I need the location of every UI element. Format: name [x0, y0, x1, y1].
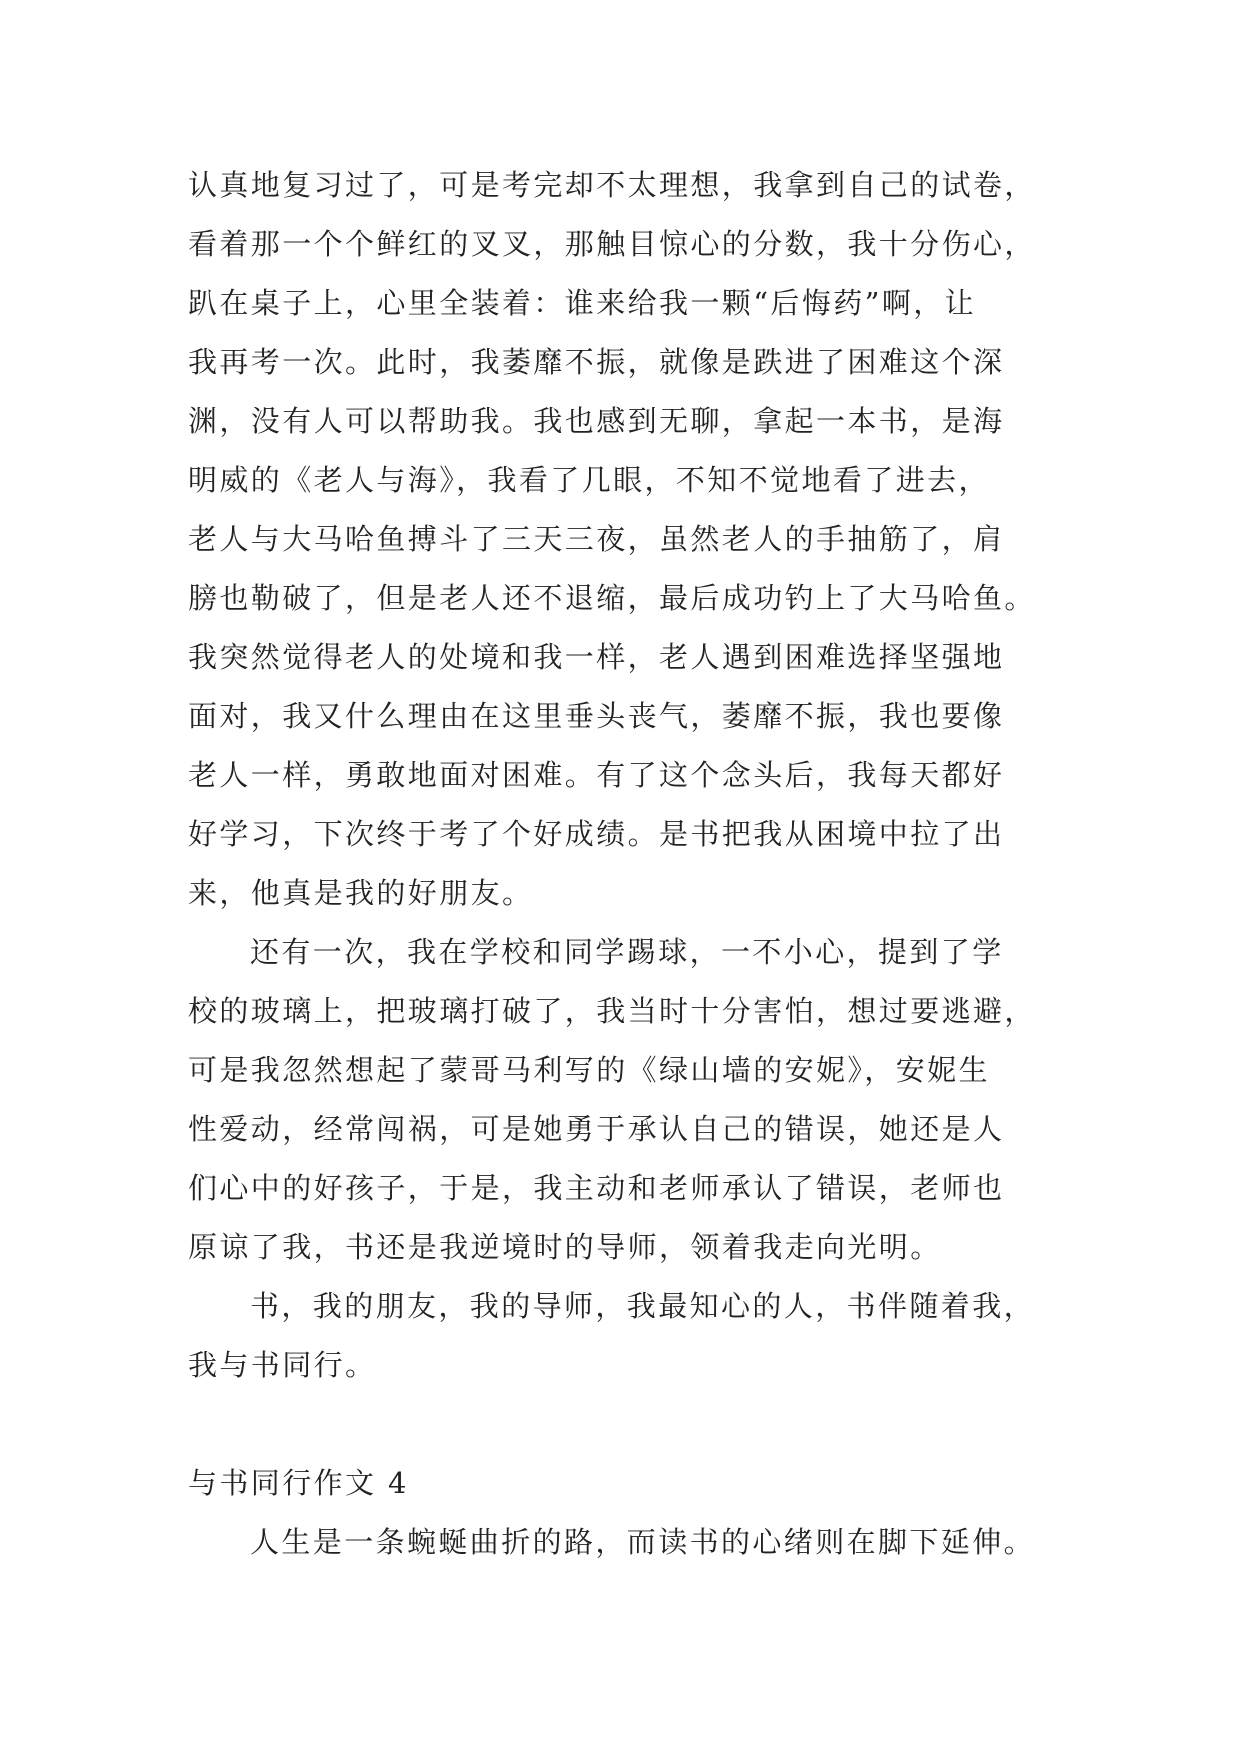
paragraph-line: 还有一次，我在学校和同学踢球，一不小心，提到了学 — [250, 935, 1004, 969]
document-body — [188, 156, 1056, 1572]
paragraph-line: 老人与大马哈鱼搏斗了三天三夜，虽然老人的手抽筋了，肩 — [188, 522, 1005, 556]
paragraph-line: 面对，我又什么理由在这里垂头丧气，萎靡不振，我也要像 — [188, 699, 1005, 733]
paragraph-line: 我与书同行。 — [188, 1348, 377, 1382]
paragraph-line: 渊，没有人可以帮助我。我也感到无聊，拿起一本书，是海 — [188, 404, 1005, 438]
paragraph-line: 原谅了我，书还是我逆境时的导师，领着我走向光明。 — [188, 1230, 942, 1264]
paragraph-line: 认真地复习过了，可是考完却不太理想，我拿到自己的试卷， — [188, 168, 1036, 202]
paragraph-line: 性爱动，经常闯祸，可是她勇于承认自己的错误，她还是人 — [188, 1112, 1005, 1146]
paragraph-line: 我再考一次。此时，我萎靡不振，就像是跌进了困难这个深 — [188, 345, 1005, 379]
paragraph-line: 老人一样，勇敢地面对困难。有了这个念头后，我每天都好 — [188, 758, 1005, 792]
paragraph-line: 校的玻璃上，把玻璃打破了，我当时十分害怕，想过要逃避， — [188, 994, 1036, 1028]
essay-heading: 与书同行作文 4 — [188, 1466, 409, 1500]
paragraph-line: 膀也勒破了，但是老人还不退缩，最后成功钓上了大马哈鱼。 — [188, 581, 1036, 615]
paragraph-line: 趴在桌子上，心里全装着：谁来给我一颗“后悔药”啊，让 — [188, 286, 977, 320]
blank-line — [188, 1395, 1056, 1454]
paragraph-line: 书，我的朋友，我的导师，我最知心的人，书伴随着我， — [250, 1289, 1036, 1323]
paragraph-line: 好学习，下次终于考了个好成绩。是书把我从困境中拉了出 — [188, 817, 1005, 851]
paragraph-line: 看着那一个个鲜红的叉叉，那触目惊心的分数，我十分伤心， — [188, 227, 1036, 261]
paragraph-line: 明威的《老人与海》，我看了几眼，不知不觉地看了进去， — [188, 463, 990, 497]
paragraph-line: 们心中的好孩子，于是，我主动和老师承认了错误，老师也 — [188, 1171, 1005, 1205]
paragraph-line: 我突然觉得老人的处境和我一样，老人遇到困难选择坚强地 — [188, 640, 1005, 674]
paragraph-line: 来，他真是我的好朋友。 — [188, 876, 534, 910]
paragraph-line: 人生是一条蜿蜒曲折的路，而读书的心绪则在脚下延伸。 — [250, 1525, 1036, 1559]
paragraph-line: 可是我忽然想起了蒙哥马利写的《绿山墙的安妮》，安妮生 — [188, 1053, 990, 1087]
